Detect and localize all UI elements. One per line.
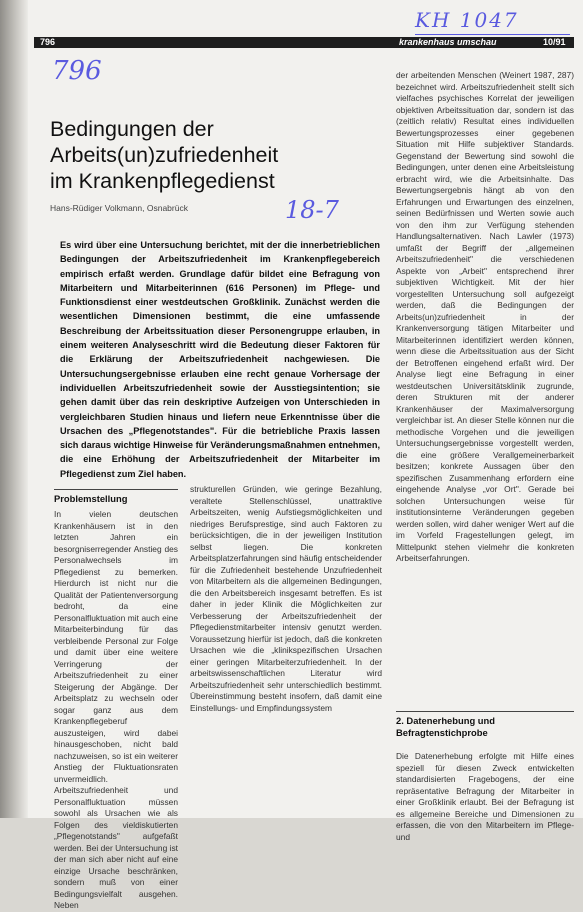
title-line-2: Arbeits(un)zufriedenheit [50, 143, 279, 167]
title-line-1: Bedingungen der [50, 117, 214, 141]
body-column-3-section-2: Die Datenerhebung erfolgte mit Hilfe eines speziell für diesen Zweck entwickelten standardisierten Fragebogens, der eine repräsentative Befragung der Mitarbeiter in einer Großklinik erlaubt. Bei der Befragung ist es allgemeine Bereiche und Dimensionen zu erfassen, die von den Mitarbeitern im Pflege- und [396, 751, 574, 842]
header-journal-name: krankenhaus umschau [399, 37, 497, 47]
section-heading-datenerhebung: 2. Datenerhebung und Befragtenstichprobe [396, 711, 574, 739]
handwritten-archive-number: KH 1047 [415, 8, 570, 35]
article-title [50, 116, 360, 194]
header-page-number: 796 [40, 37, 56, 47]
article-abstract: Es wird über eine Untersuchung berichtet, mit der die innerbetrieblichen Bedingungen der Arbeitszufriedenheit im Krankenpflegebereich empirisch erfaßt werden. Grundlage dafür bildet eine Befragung von Mitarbeitern und Mitarbeiterinnen (616 Personen) im Pflege- und Funktionsdienst einer westdeutschen Großklinik. Zunächst werden die wesentlichen Dimensionen bestimmt, die eine umfassende Beschreibung der Arbeitssituation dieser Personengruppe erlauben, in einem weiteren Analyseschritt wird die Bedeutung dieser Faktoren für die Erklärung der Arbeitszufriedenheit nachgewiesen. Die Untersuchungsergebnisse erlauben eine recht genaue Vorhersage der individuellen Arbeitszufriedenheit sowie der Ausstiegsintention; sie gehen damit über das rein deskriptive Aufzeigen von Unterschieden in vergleichbaren Studien hinaus und liefern neue Erkenntnisse über die Ursachen des „Pflegenotstandes". Für die betriebliche Praxis lassen sich daraus wichtige Hinweise für Veränderungsmaßnahmen entnehmen, die eine Erhöhung der Arbeitszufriedenheit der Mitarbeiter im Pflegedienst zum Ziel haben. [60, 240, 380, 479]
header-issue: 10/91 [543, 37, 566, 47]
handwritten-page-number: 796 [52, 56, 102, 86]
book-spine [0, 0, 28, 818]
section-heading-problemstellung: Problemstellung [54, 489, 178, 505]
title-line-3: im Krankenpflegedienst [50, 169, 275, 193]
body-column-3: der arbeitenden Menschen (Weinert 1987, 287) bezeichnet wird. Arbeitszufriedenheit stellt sich vielfaches psychisches Korrelat der jeweiligen objektiven Arbeitssituation dar, sondern ist das (zeitlich relativ) Resultat eines individuellen Bewertungsprozesses einer gegebenen Situation mit Hilfe subjektiver Standards. Gegenstand der Bewertung sind sowohl die Bedingungen, unter denen eine Arbeitsleistung erbracht wird, wie die Arbeitsinhalte. Das Bewertungsergebnis hängt ab von den Erfahrungen und Erwartungen des einzelnen, seinen Bedürfnissen und Werten sowie auch von den ihm zur Verfügung stehenden Handlungsalternativen. Nach Lawler (1973) umfaßt der Begriff der „allgemeinen Arbeitszufriedenheit" die verschiedenen Aspekte von „Arbeit" entsprechend ihrer subjektiven Wichtigkeit. Mit der hier vorgestellten Untersuchung soll aufgezeigt werden, daß die Bedingungen der Arbeits(un)zufriedenheit in der Krankenversorgung tätigen Mitarbeiter und Mitarbeiterinnen identifiziert werden können, wenn diese die Arbeitssituation aus der Sicht der Betroffenen eingehend erfaßt wird. Der Analyse liegt eine Befragung in einer westdeutschen Universitätsklinik zugrunde, deren Strukturen mit der anderer Krankenhäuser der Maximalversorgung vergleichbar ist. An dieser Stelle können nur die methodische Vorgehen und die jeweiligen Untersuchungsergebnisse vorgestellt werden, die eine größere Verallgemeinerbarkeit besitzen; konkrete Aussagen über den spezifischen Zusammenhang erfordern eine eingehende Analyse „vor Ort". Gerade bei solchen Untersuchungen weise für institutionsinterne Veränderungen gegeben werden sollen, wird daher weniger Wert auf die im Vorfeld Fragestellungen gelegt, im Mittelpunkt stehen vielmehr die konkreten Arbeitserfahrungen. [396, 70, 574, 563]
body-column-2: strukturellen Gründen, wie geringe Bezahlung, veraltete Stellenschlüssel, unattraktive Arbeitszeiten, wenig Aufstiegsmöglichkeiten und niedriges Berufsprestige, sind auch Faktoren zu berücksichtigen, die in der jeweiligen Institution selbst liegen. Die konkreten Arbeitsplatzerfahrungen sind häufig entscheidender für die Zufriedenheit bestehende Unzufriedenheit von Mitarbeitern als die allgemeinen Bedingungen, die den Arbeitsbereich insgesamt betreffen. Es ist daher in jeder Klinik die Möglichkeiten zur Verbesserung der Arbeitszufriedenheit der Pflegedienstmitarbeiter intensiv genutzt werden. Voraussetzung hierfür ist jedoch, daß die konkreten Ursachen wie die „klinikspezifischen Ursachen einer geringen Mitarbeiterzufriedenheit. In der arbeitswissenschaftlichen Literatur wird Arbeitszufriedenheit sehr unterschiedlich bestimmt. Übereinstimmung besteht insofern, daß damit eine Einstellungs- und Empfindungssystem [190, 484, 382, 713]
body-column-1: In vielen deutschen Krankenhäusern ist in den letzten Jahren ein besorgniserregender Anstieg des Personalwechsels im Pflegedienst zu bemerken. Hierdurch ist nicht nur die Qualität der Patientenversorgung bedroht, da eine Personalfluktuation mit auch eine Mitarbeiterbindung für das verbleibende Personal zur Folge und damit über eine weitere Verringerung der Arbeitszufriedenheit zu einer Steigerung der Abgänge. Der Arbeitsplatz zu wechseln oder sogar ganz aus dem Krankenpflegeberuf auszusteigen, wird dabei hinausgeschoben, nicht bald nachzuweisen, so ist ein weiterer Anstieg der Fluktuationsraten unvermeidlich. Arbeitszufriedenheit und Personalfluktuation müssen sowohl als Ursachen wie als Folgen des vieldiskutierten „Pflegenotstands" aufgefaßt werden. Bei der Untersuchung ist der man sich aber nicht auf eine einzige Ursache beschränken, sondern muß von einer Bedingungsvielfalt ausgehen. Neben [54, 509, 178, 910]
handwritten-note: 18-7 [285, 196, 339, 224]
article-author: Hans-Rüdiger Volkmann, Osnabrück [50, 203, 188, 213]
